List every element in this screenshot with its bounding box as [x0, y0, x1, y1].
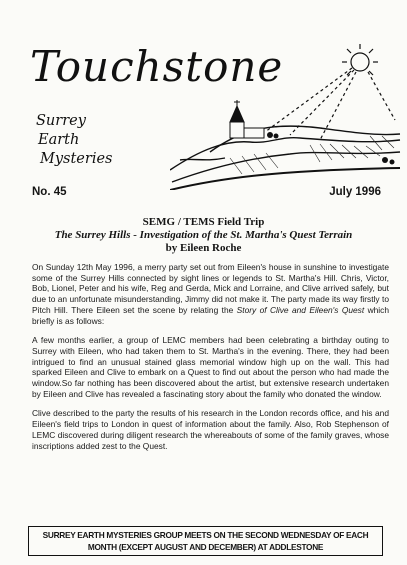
masthead-subtitle-line: Earth [38, 132, 80, 148]
masthead-subtitle [36, 112, 112, 169]
tree-icon [267, 132, 395, 165]
landscape-illustration [170, 40, 402, 190]
issue-info [32, 186, 381, 198]
masthead-subtitle-line: Mysteries [40, 151, 113, 167]
article-text: A few months earlier, a group of LEMC members had been celebrating a birthday outing to Surrey with Eileen, who had taken them to St. Martha's in the evening. There, they had been intrigued to find an unusual stained glass memorial window high up on the wall. This had sparked Eileen and Clive to embark on a Quest to find out about the person who had made the window.So far nothing has been discovered about the artist, but extensive research undertaken by Eileen and Clive has revealed a fascinating story about the family who donated the window. [32, 335, 389, 399]
article-byline: by Eileen Roche [165, 242, 242, 254]
article-kicker: SEMG / TEMS Field Trip [142, 216, 265, 228]
masthead-title: Touchstone [30, 42, 284, 91]
article-text: On Sunday 12th May 1996, a merry party set out from Eileen's house in sunshine to investigate some of the Surrey Hills connected by sight lines or legends to St. Martha's Hill. Chris, Victor, Bob, Lionel, Peter and his wife, Reg and Gerda, Mick and Lorraine, and Clive arrived safely, but due to an unfortunate misunderstanding, Jimmy did not make it. The party made its way firstly to Pitch Hill. There Eileen set the scene by relating the [32, 262, 389, 315]
article-heading [20, 216, 387, 255]
church-icon [230, 100, 264, 138]
article-paragraph [32, 408, 389, 451]
masthead-subtitle-line: Surrey [36, 113, 86, 129]
article-paragraph [32, 262, 389, 326]
issue-number: No. 45 [32, 186, 67, 198]
hills-icon [170, 126, 400, 190]
article-italic-text: Story of Clive and Eileen's Quest [236, 304, 365, 315]
article-text: Clive described to the party the results of his research in the London records office, and his and Eileen's field trips to London in quest of information about the family. Also, Rob Stephenson of LEMC discovered during diligent research the whereabouts of some of the family graves, whose inscriptions added zest to the Quest. [32, 408, 389, 451]
issue-date: July 1996 [329, 186, 381, 198]
article-body [32, 262, 389, 460]
article-paragraph [32, 335, 389, 399]
meeting-notice: SURREY EARTH MYSTERIES GROUP MEETS ON THE SECOND WEDNESDAY OF EACH MONTH (EXCEPT AUGUST AND DECEMBER) AT ADDLESTONE [28, 526, 383, 556]
article-text: which briefly is as follows: [32, 304, 389, 326]
article-title: The Surrey Hills - Investigation of the St. Martha's Quest Terrain [54, 229, 353, 241]
